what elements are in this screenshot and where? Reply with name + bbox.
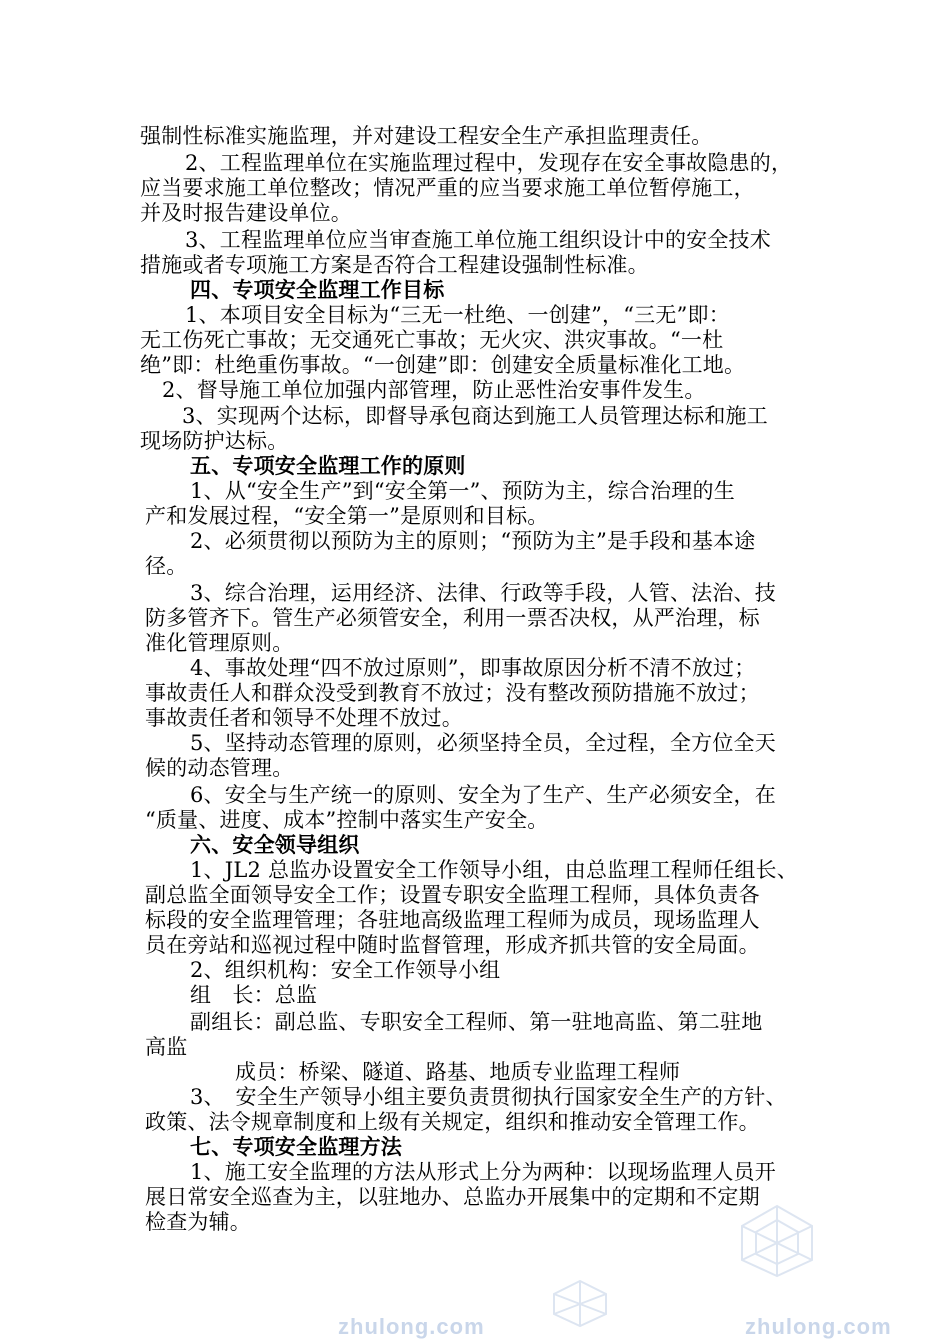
text-line: 措施或者专项施工方案是否符合工程建设强制性标准。 xyxy=(140,253,649,277)
text-line: 2、必须贯彻以预防为主的原则；“预防为主”是手段和基本途 xyxy=(190,529,756,553)
section-heading: 七、专项安全监理方法 xyxy=(190,1135,402,1159)
text-line: 副总监全面领导安全工作；设置专职安全监理工程师，具体负责各 xyxy=(145,883,760,907)
text-line: 政策、法令规章制度和上级有关规定，组织和推动安全管理工作。 xyxy=(145,1110,760,1134)
text-line: 应当要求施工单位整改；情况严重的应当要求施工单位暂停施工， xyxy=(140,176,755,200)
watermark-logo-icon xyxy=(540,1278,620,1328)
text-line: 1、从“安全生产”到“安全第一”、预防为主，综合治理的生 xyxy=(190,479,735,503)
text-line: 3、工程监理单位应当审查施工单位施工组织设计中的安全技术 xyxy=(185,228,771,252)
text-line: 3、综合治理，运用经济、法律、行政等手段，人管、法治、技 xyxy=(190,581,776,605)
text-line: 3、 安全生产领导小组主要负责贯彻执行国家安全生产的方针、 xyxy=(190,1085,787,1109)
section-heading: 五、专项安全监理工作的原则 xyxy=(190,454,466,478)
text-line: 并及时报告建设单位。 xyxy=(140,201,352,225)
text-line: 1、本项目安全目标为“三无一杜绝、一创建”，“三无”即： xyxy=(185,303,730,327)
text-line: 标段的安全监理管理；各驻地高级监理工程师为成员，现场监理人 xyxy=(145,908,760,932)
text-line: 绝”即：杜绝重伤事故。“一创建”即：创建安全质量标准化工地。 xyxy=(140,353,746,377)
text-line: 径。 xyxy=(145,554,188,578)
text-line: 1、施工安全监理的方法从形式上分为两种：以现场监理人员开 xyxy=(190,1160,776,1184)
text-line: “质量、进度、成本”控制中落实生产安全。 xyxy=(145,808,549,832)
text-line: 员在旁站和巡视过程中随时监督管理，形成齐抓共管的安全局面。 xyxy=(145,933,760,957)
text-line: 2、组织机构：安全工作领导小组 xyxy=(190,958,501,982)
text-line: 5、坚持动态管理的原则，必须坚持全员，全过程，全方位全天 xyxy=(190,731,776,755)
watermark-text: zhulong.com xyxy=(745,1314,892,1339)
text-line: 强制性标准实施监理，并对建设工程安全生产承担监理责任。 xyxy=(140,124,713,148)
text-line: 1、JL2 总监办设置安全工作领导小组，由总监理工程师任组长、 xyxy=(190,858,798,882)
text-line: 现场防护达标。 xyxy=(140,429,289,453)
text-line: 候的动态管理。 xyxy=(145,756,294,780)
watermark-text: zhulong.com xyxy=(338,1314,485,1339)
text-line: 准化管理原则。 xyxy=(145,631,294,655)
text-line: 检查为辅。 xyxy=(145,1210,251,1234)
text-line: 4、事故处理“四不放过原则”，即事故原因分析不清不放过； xyxy=(190,656,756,680)
watermark-logo-icon xyxy=(722,1200,832,1280)
text-line: 事故责任人和群众没受到教育不放过；没有整改预防措施不放过； xyxy=(145,681,760,705)
text-line: 高监 xyxy=(145,1035,188,1059)
section-heading: 六、安全领导组织 xyxy=(190,833,360,857)
text-line: 展日常安全巡查为主，以驻地办、总监办开展集中的定期和不定期 xyxy=(145,1185,760,1209)
text-line: 2、工程监理单位在实施监理过程中，发现存在安全事故隐患的， xyxy=(185,151,793,175)
section-heading: 四、专项安全监理工作目标 xyxy=(190,278,445,302)
text-line: 无工伤死亡事故；无交通死亡事故；无火灾、洪灾事故。“一杜 xyxy=(140,328,724,352)
text-line: 防多管齐下。管生产必须管安全，利用一票否决权，从严治理，标 xyxy=(145,606,760,630)
text-line: 6、安全与生产统一的原则、安全为了生产、生产必须安全，在 xyxy=(190,783,776,807)
text-line: 成员：桥梁、隧道、路基、地质专业监理工程师 xyxy=(235,1060,681,1084)
text-line: 产和发展过程，“安全第一”是原则和目标。 xyxy=(145,504,549,528)
text-line: 3、实现两个达标，即督导承包商达到施工人员管理达标和施工 xyxy=(182,404,768,428)
text-line: 事故责任者和领导不处理不放过。 xyxy=(145,706,463,730)
text-line: 副组长：副总监、专职安全工程师、第一驻地高监、第二驻地 xyxy=(190,1010,763,1034)
text-line: 组 长：总监 xyxy=(190,983,318,1007)
text-line: 2、督导施工单位加强内部管理，防止恶性治安事件发生。 xyxy=(162,378,706,402)
